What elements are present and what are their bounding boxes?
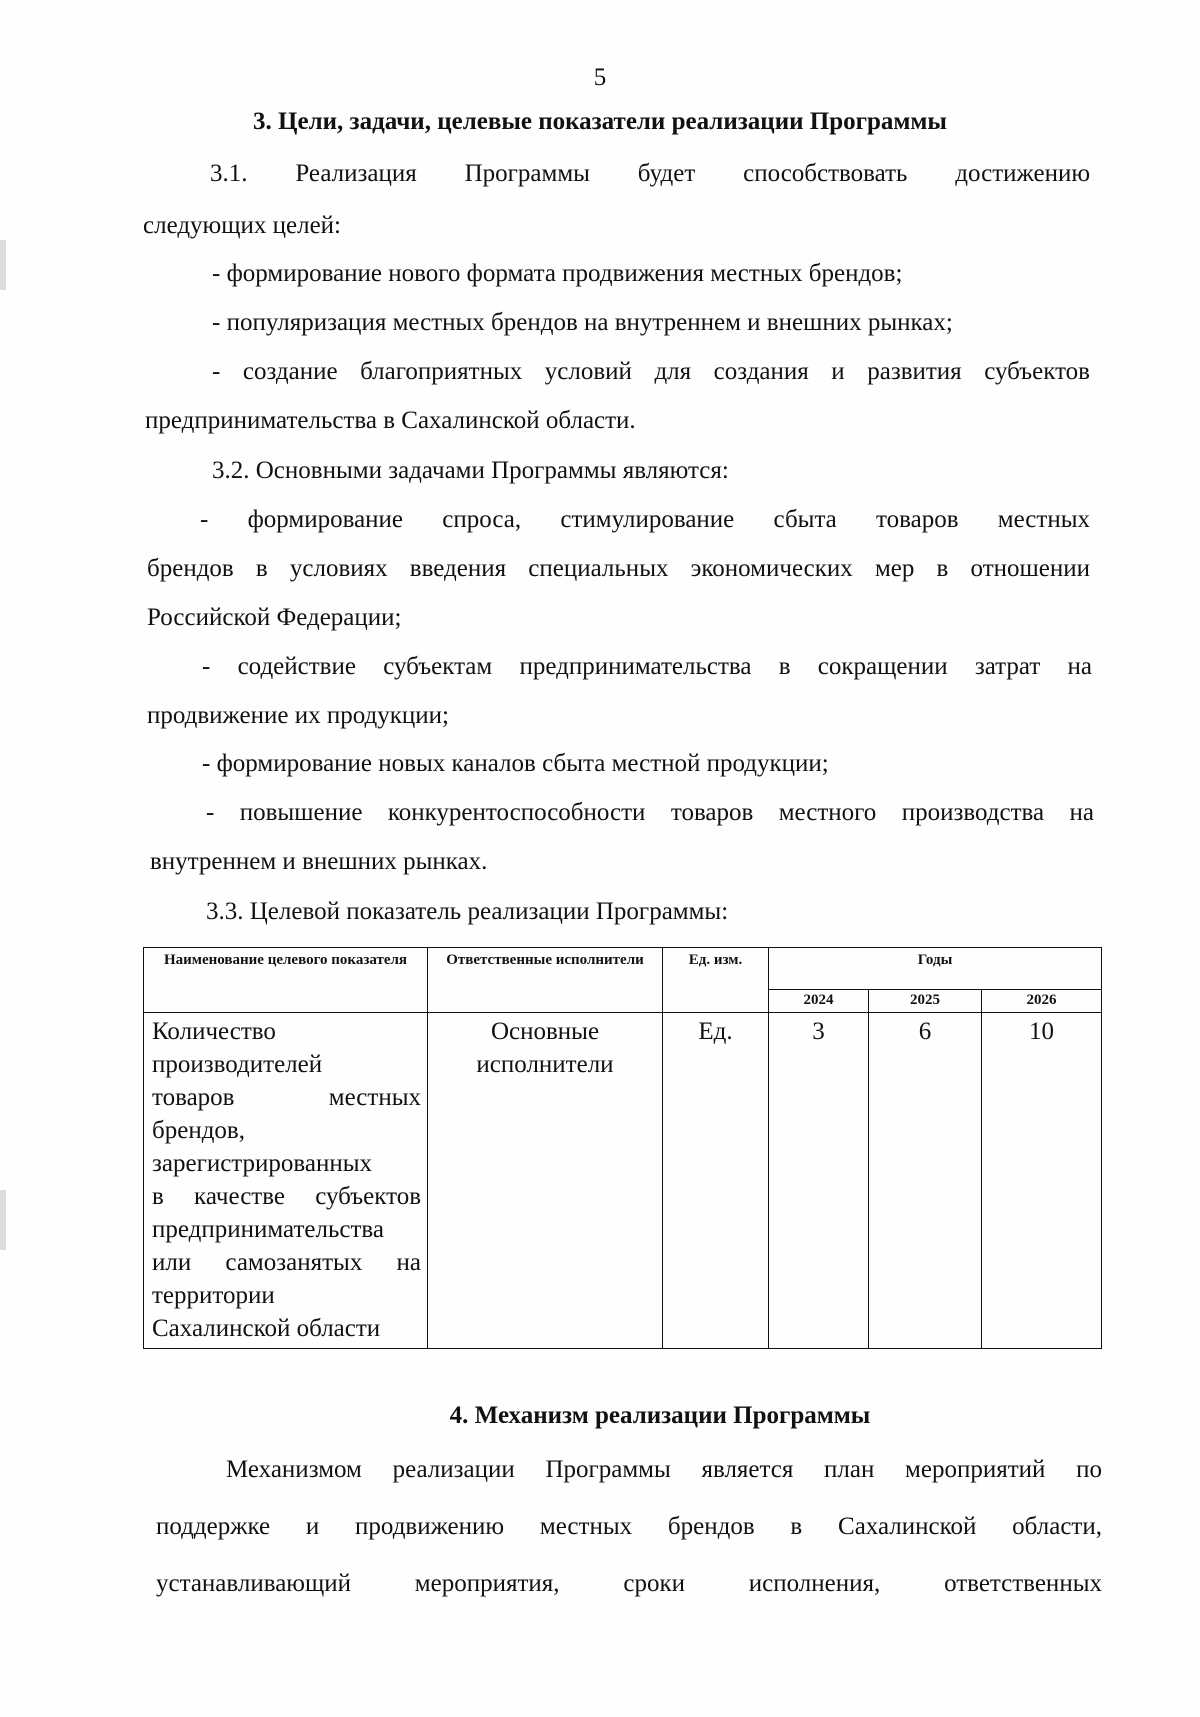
indicator-name-line: зарегистрированных <box>152 1150 373 1177</box>
task-1-line3: Российской Федерации; <box>147 604 402 631</box>
scan-edge-mark <box>0 1190 6 1250</box>
executors-cell <box>428 1013 663 1349</box>
section-4-title: 4. Механизм реализации Программы <box>449 1402 871 1429</box>
indicator-name-line: предпринимательства <box>152 1216 384 1243</box>
indicator-name-line: в качестве субъектов <box>152 1183 421 1210</box>
header-year-2025: 2025 <box>869 990 982 1013</box>
task-4-line1: - повышение конкурентоспособности товаров местного производства на <box>206 799 1094 826</box>
goal-item-1: - формирование нового формата продвижения местных брендов; <box>212 260 903 287</box>
header-indicator-name: Наименование целевого показателя <box>144 948 428 1013</box>
indicator-name-cell <box>144 1013 428 1349</box>
goal-item-3-line1: - создание благоприятных условий для создания и развития субъектов <box>212 358 1090 385</box>
header-executors: Ответственные исполнители <box>428 948 663 1013</box>
p31-intro-line1: 3.1. Реализация Программы будет способствовать достижению <box>210 160 1090 187</box>
indicator-name-line: товаров местных <box>152 1084 421 1111</box>
header-year-2026: 2026 <box>982 990 1102 1013</box>
indicator-name-line: Количество <box>152 1018 276 1045</box>
scan-edge-mark <box>0 240 6 290</box>
indicator-name-line: территории <box>152 1282 275 1309</box>
executors-line: исполнители <box>476 1051 614 1078</box>
executors-line: Основные <box>490 1018 600 1045</box>
task-2-line1: - содействие субъектам предпринимательства в сокращении затрат на <box>202 653 1092 680</box>
table-row <box>144 1013 1102 1349</box>
section-4-line1: Механизмом реализации Программы является план мероприятий по <box>226 1456 1102 1483</box>
unit-cell: Ед. <box>663 1013 769 1349</box>
value-2025-cell: 6 <box>869 1013 982 1349</box>
section-4-line2: поддержке и продвижению местных брендов в Сахалинской области, <box>156 1513 1102 1540</box>
indicator-name-line: брендов, <box>152 1117 245 1144</box>
value-2024-cell: 3 <box>769 1013 869 1349</box>
target-indicator-table <box>143 947 1102 1349</box>
indicator-name-line: производителей <box>152 1051 323 1078</box>
task-4-line2: внутреннем и внешних рынках. <box>150 848 488 875</box>
indicator-name-line: или самозанятых на <box>152 1249 421 1276</box>
section-4-line3: устанавливающий мероприятия, сроки исполнения, ответственных <box>156 1570 1102 1597</box>
value-2026-cell: 10 <box>982 1013 1102 1349</box>
header-year-2024: 2024 <box>769 990 869 1013</box>
task-1-line1: - формирование спроса, стимулирование сбыта товаров местных <box>200 506 1090 533</box>
header-years: Годы <box>769 948 1102 990</box>
task-2-line2: продвижение их продукции; <box>147 702 449 729</box>
header-unit: Ед. изм. <box>663 948 769 1013</box>
page-number: 5 <box>593 64 607 91</box>
section-3-title: 3. Цели, задачи, целевые показатели реализации Программы <box>253 108 947 135</box>
task-1-line2: брендов в условиях введения специальных экономических мер в отношении <box>147 555 1090 582</box>
goal-item-3-line2: предпринимательства в Сахалинской области. <box>145 407 636 434</box>
task-3: - формирование новых каналов сбыта местной продукции; <box>202 750 829 777</box>
goal-item-2: - популяризация местных брендов на внутреннем и внешних рынках; <box>212 309 953 336</box>
p32-intro: 3.2. Основными задачами Программы являются: <box>212 457 729 484</box>
p31-intro-line2: следующих целей: <box>143 212 341 239</box>
p33-intro: 3.3. Целевой показатель реализации Программы: <box>206 898 729 925</box>
indicator-name-line: Сахалинской области <box>152 1315 381 1342</box>
